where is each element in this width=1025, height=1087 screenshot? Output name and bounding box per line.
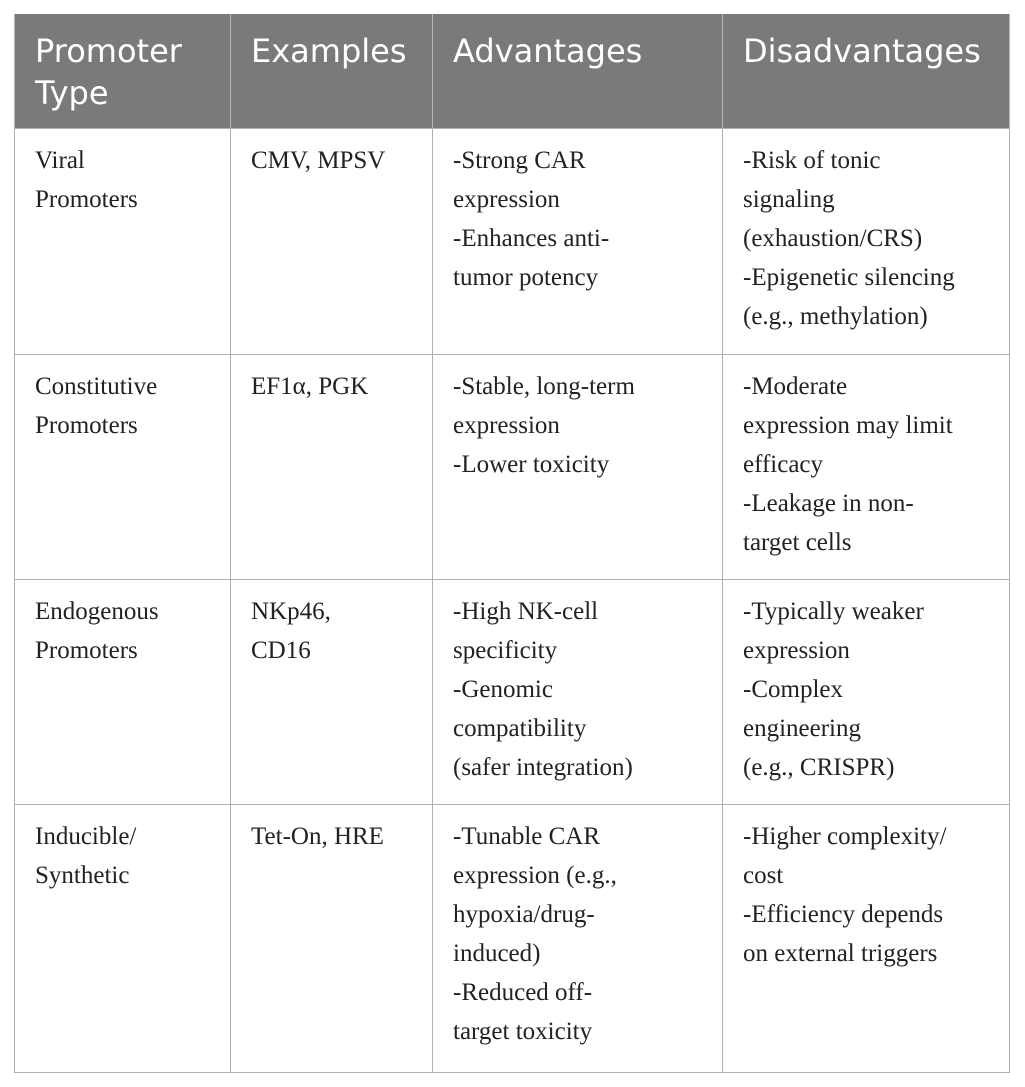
promoter-table [14,14,1010,1073]
cell-line: -Typically weaker [743,598,924,625]
cell-line: -Moderate [743,373,848,400]
header-line: Type [35,74,109,112]
cell-disadvantages [723,580,1010,805]
cell-line: -Complex [743,676,843,703]
cell-disadvantages [723,129,1010,355]
cell-line: -Stable, long-term [453,373,635,400]
promoter-table-container [14,14,1009,1072]
cell-line: -Enhances anti- [453,225,610,252]
cell-line: EF1α, PGK [251,373,369,400]
cell-line: -Efficiency depends [743,901,944,928]
cell-line: hypoxia/drug- [453,901,595,928]
cell-line: Constitutive [35,373,158,400]
table-row [15,580,1010,805]
table-row [15,355,1010,580]
cell-disadvantages [723,355,1010,580]
cell-line: -Reduced off- [453,979,593,1006]
cell-line: NKp46, [251,598,331,625]
cell-line: -Genomic [453,676,553,703]
cell-line: induced) [453,940,541,967]
cell-line: (e.g., CRISPR) [743,754,895,781]
cell-line: -Tunable CAR [453,823,601,850]
header-line: Disadvantages [743,32,981,70]
cell-line: -Strong CAR [453,147,586,174]
cell-line: engineering [743,715,862,742]
cell-line: Endogenous [35,598,159,625]
cell-advantages [433,805,723,1073]
cell-promoter-type [15,805,231,1073]
cell-promoter-type [15,129,231,355]
header-advantages [433,14,723,129]
cell-line: compatibility [453,715,587,742]
cell-line: target toxicity [453,1018,593,1045]
cell-examples [231,580,433,805]
cell-line: CD16 [251,637,311,664]
table-header [15,14,1010,129]
cell-line: expression [743,637,850,664]
cell-promoter-type [15,355,231,580]
cell-line: -Lower toxicity [453,451,610,478]
cell-line: Promoters [35,637,138,664]
cell-line: Synthetic [35,862,130,889]
cell-line: expression may limit [743,412,953,439]
cell-line: Promoters [35,412,138,439]
cell-line: expression (e.g., [453,862,617,889]
header-line: Examples [251,32,407,70]
cell-line: expression [453,412,560,439]
cell-line: on external triggers [743,940,938,967]
cell-line: cost [743,862,784,889]
header-examples [231,14,433,129]
cell-line: efficacy [743,451,824,478]
cell-line: target cells [743,529,852,556]
cell-examples [231,805,433,1073]
table-body [15,129,1010,1073]
cell-line: -Risk of tonic [743,147,881,174]
cell-line: signaling [743,186,835,213]
table-row [15,129,1010,355]
cell-disadvantages [723,805,1010,1073]
cell-advantages [433,580,723,805]
header-promoter-type [15,14,231,129]
cell-examples [231,129,433,355]
cell-line: expression [453,186,560,213]
cell-line: -High NK-cell [453,598,599,625]
cell-line: (safer integration) [453,754,633,781]
cell-line: CMV, MPSV [251,147,386,174]
cell-line: specificity [453,637,558,664]
header-disadvantages [723,14,1010,129]
cell-promoter-type [15,580,231,805]
cell-line: -Higher complexity/ [743,823,947,850]
cell-line: tumor potency [453,264,599,291]
cell-line: (e.g., methylation) [743,303,928,330]
cell-advantages [433,355,723,580]
cell-examples [231,355,433,580]
cell-line: Inducible/ [35,823,137,850]
cell-line: Viral [35,147,85,174]
cell-line: Promoters [35,186,138,213]
header-line: Promoter [35,32,182,70]
cell-line: -Leakage in non- [743,490,914,517]
table-row [15,805,1010,1073]
header-row [15,14,1010,129]
cell-line: -Epigenetic silencing [743,264,955,291]
header-line: Advantages [453,32,643,70]
cell-line: (exhaustion/CRS) [743,225,923,252]
cell-line: Tet-On, HRE [251,823,384,850]
cell-advantages [433,129,723,355]
